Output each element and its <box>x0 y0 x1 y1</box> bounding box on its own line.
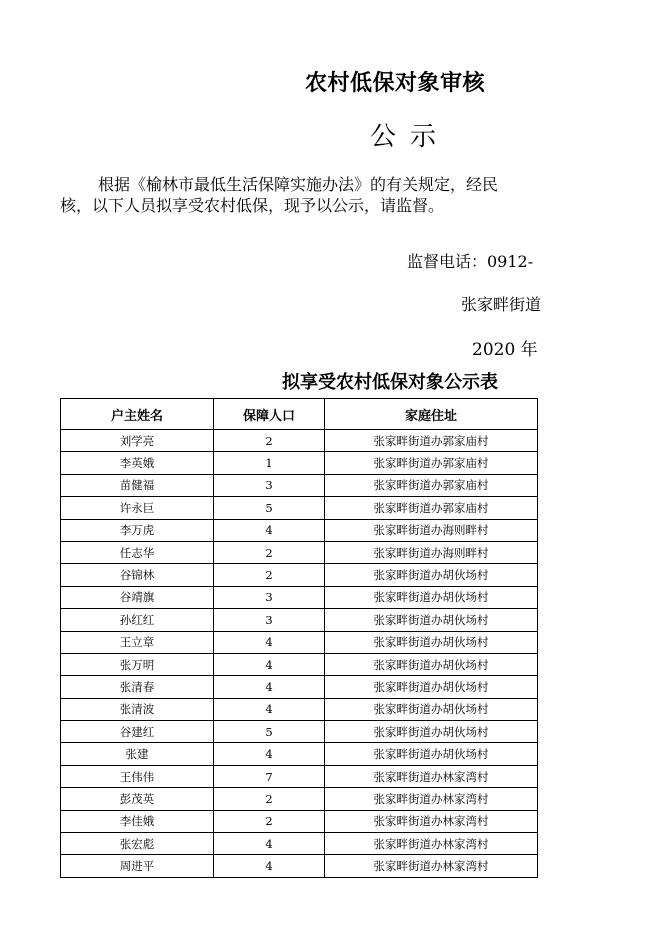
notice-paragraph-line2: 核，以下人员拟享受农村低保，现予以公示，请监督。 <box>60 196 445 215</box>
cell-home-address: 张家畔街道办郭家庙村 <box>325 497 538 519</box>
cell-home-address: 张家畔街道办林家湾村 <box>325 855 538 877</box>
cell-covered-persons: 2 <box>214 541 325 563</box>
cell-home-address: 张家畔街道办胡伙场村 <box>325 653 538 675</box>
cell-household-head: 张清春 <box>61 676 214 698</box>
cell-home-address: 张家畔街道办林家湾村 <box>325 810 538 832</box>
cell-covered-persons: 3 <box>214 474 325 496</box>
cell-household-head: 张万明 <box>61 653 214 675</box>
table-row <box>61 788 538 810</box>
cell-covered-persons: 4 <box>214 743 325 765</box>
table-row <box>61 653 538 675</box>
cell-covered-persons: 4 <box>214 631 325 653</box>
table-title: 拟享受农村低保对象公示表 <box>282 372 498 393</box>
table-row <box>61 564 538 586</box>
cell-home-address: 张家畔街道办林家湾村 <box>325 833 538 855</box>
cell-home-address: 张家畔街道办郭家庙村 <box>325 430 538 452</box>
recipients-table <box>60 398 538 878</box>
cell-home-address: 张家畔街道办胡伙场村 <box>325 698 538 720</box>
cell-home-address: 张家畔街道办胡伙场村 <box>325 564 538 586</box>
cell-household-head: 谷建红 <box>61 721 214 743</box>
cell-covered-persons: 4 <box>214 676 325 698</box>
cell-home-address: 张家畔街道办胡伙场村 <box>325 743 538 765</box>
cell-household-head: 许永巨 <box>61 497 214 519</box>
table-row <box>61 497 538 519</box>
table-row <box>61 743 538 765</box>
cell-covered-persons: 2 <box>214 430 325 452</box>
table-row <box>61 586 538 608</box>
cell-covered-persons: 2 <box>214 564 325 586</box>
cell-covered-persons: 4 <box>214 855 325 877</box>
table-row <box>61 474 538 496</box>
cell-household-head: 刘学亮 <box>61 430 214 452</box>
cell-home-address: 张家畔街道办林家湾村 <box>325 765 538 787</box>
cell-home-address: 张家畔街道办郭家庙村 <box>325 452 538 474</box>
cell-household-head: 王伟伟 <box>61 765 214 787</box>
cell-household-head: 苗健福 <box>61 474 214 496</box>
document-subtitle: 公示 <box>370 122 451 152</box>
cell-household-head: 李万虎 <box>61 519 214 541</box>
cell-household-head: 孙红红 <box>61 609 214 631</box>
cell-household-head: 周进平 <box>61 855 214 877</box>
table-row <box>61 609 538 631</box>
cell-household-head: 王立章 <box>61 631 214 653</box>
cell-covered-persons: 1 <box>214 452 325 474</box>
table-row <box>61 519 538 541</box>
cell-household-head: 张建 <box>61 743 214 765</box>
cell-home-address: 张家畔街道办胡伙场村 <box>325 721 538 743</box>
table-row <box>61 810 538 832</box>
table-row <box>61 698 538 720</box>
cell-household-head: 张宏彪 <box>61 833 214 855</box>
table-row <box>61 676 538 698</box>
cell-household-head: 李佳娥 <box>61 810 214 832</box>
cell-home-address: 张家畔街道办胡伙场村 <box>325 631 538 653</box>
cell-covered-persons: 4 <box>214 519 325 541</box>
table-row <box>61 631 538 653</box>
cell-home-address: 张家畔街道办海则畔村 <box>325 519 538 541</box>
header-covered-persons: 保障人口 <box>214 399 325 430</box>
header-home-address: 家庭住址 <box>325 399 538 430</box>
table-row <box>61 833 538 855</box>
cell-household-head: 谷靖旗 <box>61 586 214 608</box>
cell-household-head: 任志华 <box>61 541 214 563</box>
cell-covered-persons: 3 <box>214 609 325 631</box>
table-row <box>61 452 538 474</box>
table-row <box>61 855 538 877</box>
cell-household-head: 李英娥 <box>61 452 214 474</box>
cell-home-address: 张家畔街道办林家湾村 <box>325 788 538 810</box>
table-row <box>61 430 538 452</box>
cell-home-address: 张家畔街道办胡伙场村 <box>325 676 538 698</box>
cell-home-address: 张家畔街道办郭家庙村 <box>325 474 538 496</box>
cell-home-address: 张家畔街道办海则畔村 <box>325 541 538 563</box>
cell-covered-persons: 3 <box>214 586 325 608</box>
cell-household-head: 谷锦林 <box>61 564 214 586</box>
cell-household-head: 彭茂英 <box>61 788 214 810</box>
cell-covered-persons: 2 <box>214 810 325 832</box>
table-header-row <box>61 399 538 430</box>
issue-date: 2020 年 <box>472 340 538 360</box>
cell-covered-persons: 4 <box>214 653 325 675</box>
document-title: 农村低保对象审核 <box>305 71 486 96</box>
cell-covered-persons: 2 <box>214 788 325 810</box>
cell-covered-persons: 4 <box>214 833 325 855</box>
cell-home-address: 张家畔街道办胡伙场村 <box>325 586 538 608</box>
table-row <box>61 541 538 563</box>
notice-paragraph-line1: 根据《榆林市最低生活保障实施办法》的有关规定，经民 <box>98 175 499 194</box>
table-row <box>61 721 538 743</box>
header-household-head: 户主姓名 <box>61 399 214 430</box>
issuing-office: 张家畔街道 <box>461 295 541 314</box>
cell-covered-persons: 4 <box>214 698 325 720</box>
supervision-phone: 监督电话：0912- <box>407 252 534 271</box>
cell-covered-persons: 5 <box>214 721 325 743</box>
cell-household-head: 张清波 <box>61 698 214 720</box>
cell-home-address: 张家畔街道办胡伙场村 <box>325 609 538 631</box>
table-row <box>61 765 538 787</box>
cell-covered-persons: 5 <box>214 497 325 519</box>
cell-covered-persons: 7 <box>214 765 325 787</box>
